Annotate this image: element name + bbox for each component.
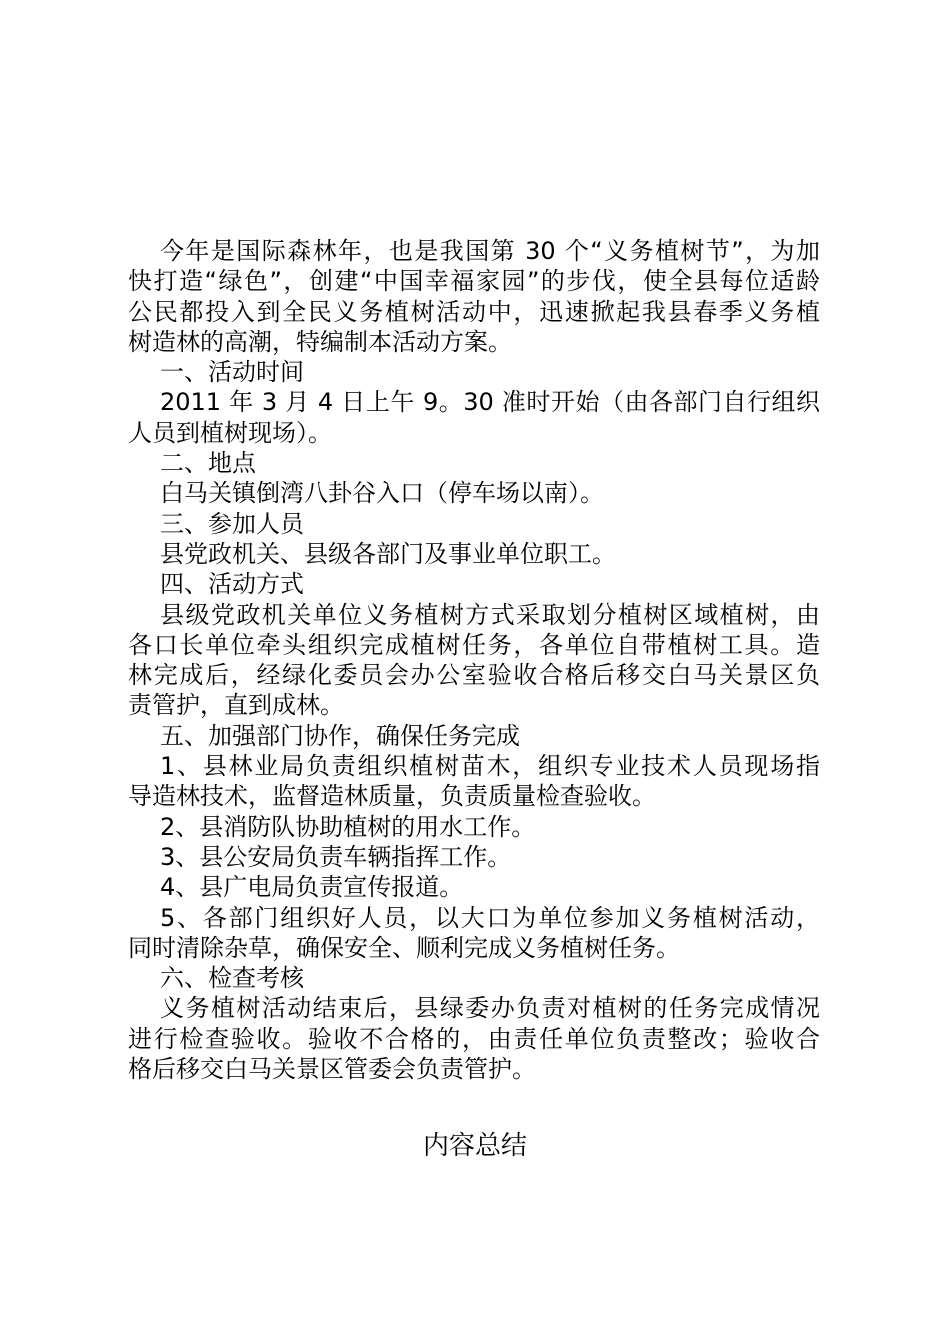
paragraph-line: 同时清除杂草，确保安全、顺利完成义务植树任务。 [128, 933, 680, 962]
paragraph-line: 二、地点 [160, 449, 256, 478]
paragraph-line: 导造林技术，监督造林质量，负责质量检查验收。 [128, 782, 656, 811]
summary-heading: 内容总结 [422, 1131, 527, 1161]
paragraph-line: 义务植树活动结束后，县绿委办负责对植树的任务完成情况 [160, 994, 820, 1023]
paragraph-line: 进行检查验收。验收不合格的，由责任单位负责整改；验收合 [128, 1024, 820, 1053]
paragraph-line: 一、活动时间 [160, 358, 304, 387]
paragraph-line: 三、参加人员 [160, 509, 304, 538]
paragraph-line: 林完成后，经绿化委员会办公室验收合格后移交白马关景区负 [128, 661, 820, 690]
paragraph-line: 5、各部门组织好人员，以大口为单位参加义务植树活动， [160, 903, 820, 932]
paragraph-line: 五、加强部门协作，确保任务完成 [160, 721, 520, 750]
paragraph-line: 快打造“绿色”，创建“中国幸福家园”的步伐，使全县每位适龄 [128, 267, 820, 296]
paragraph-line: 公民都投入到全民义务植树活动中，迅速掀起我县春季义务植 [128, 297, 820, 326]
paragraph-line: 白马关镇倒湾八卦谷入口（停车场以南）。 [160, 479, 604, 508]
paragraph-line: 人员到植树现场）。 [128, 418, 332, 447]
paragraph-line: 2011 年 3 月 4 日上午 9。30 准时开始（由各部门自行组织 [160, 388, 820, 417]
paragraph-line: 六、检查考核 [160, 964, 304, 993]
paragraph-line: 县级党政机关单位义务植树方式采取划分植树区域植树，由 [160, 600, 820, 629]
paragraph-line: 今年是国际森林年，也是我国第 30 个“义务植树节”，为加 [160, 237, 820, 265]
paragraph-line: 树造林的高潮，特编制本活动方案。 [128, 327, 512, 356]
paragraph-line: 3、县公安局负责车辆指挥工作。 [160, 842, 512, 871]
paragraph-line: 县党政机关、县级各部门及事业单位职工。 [160, 539, 616, 568]
paragraph-line: 格后移交白马关景区管委会负责管护。 [128, 1055, 536, 1084]
paragraph-line: 2、县消防队协助植树的用水工作。 [160, 812, 536, 841]
paragraph-line: 四、活动方式 [160, 570, 304, 599]
paragraph-line: 责管护，直到成林。 [128, 691, 344, 720]
document-body [128, 236, 820, 1084]
paragraph-line: 各口长单位牵头组织完成植树任务，各单位自带植树工具。造 [128, 630, 820, 659]
paragraph-line: 1、县林业局负责组织植树苗木，组织专业技术人员现场指 [160, 752, 820, 781]
paragraph-line: 4、县广电局负责宣传报道。 [160, 873, 464, 902]
